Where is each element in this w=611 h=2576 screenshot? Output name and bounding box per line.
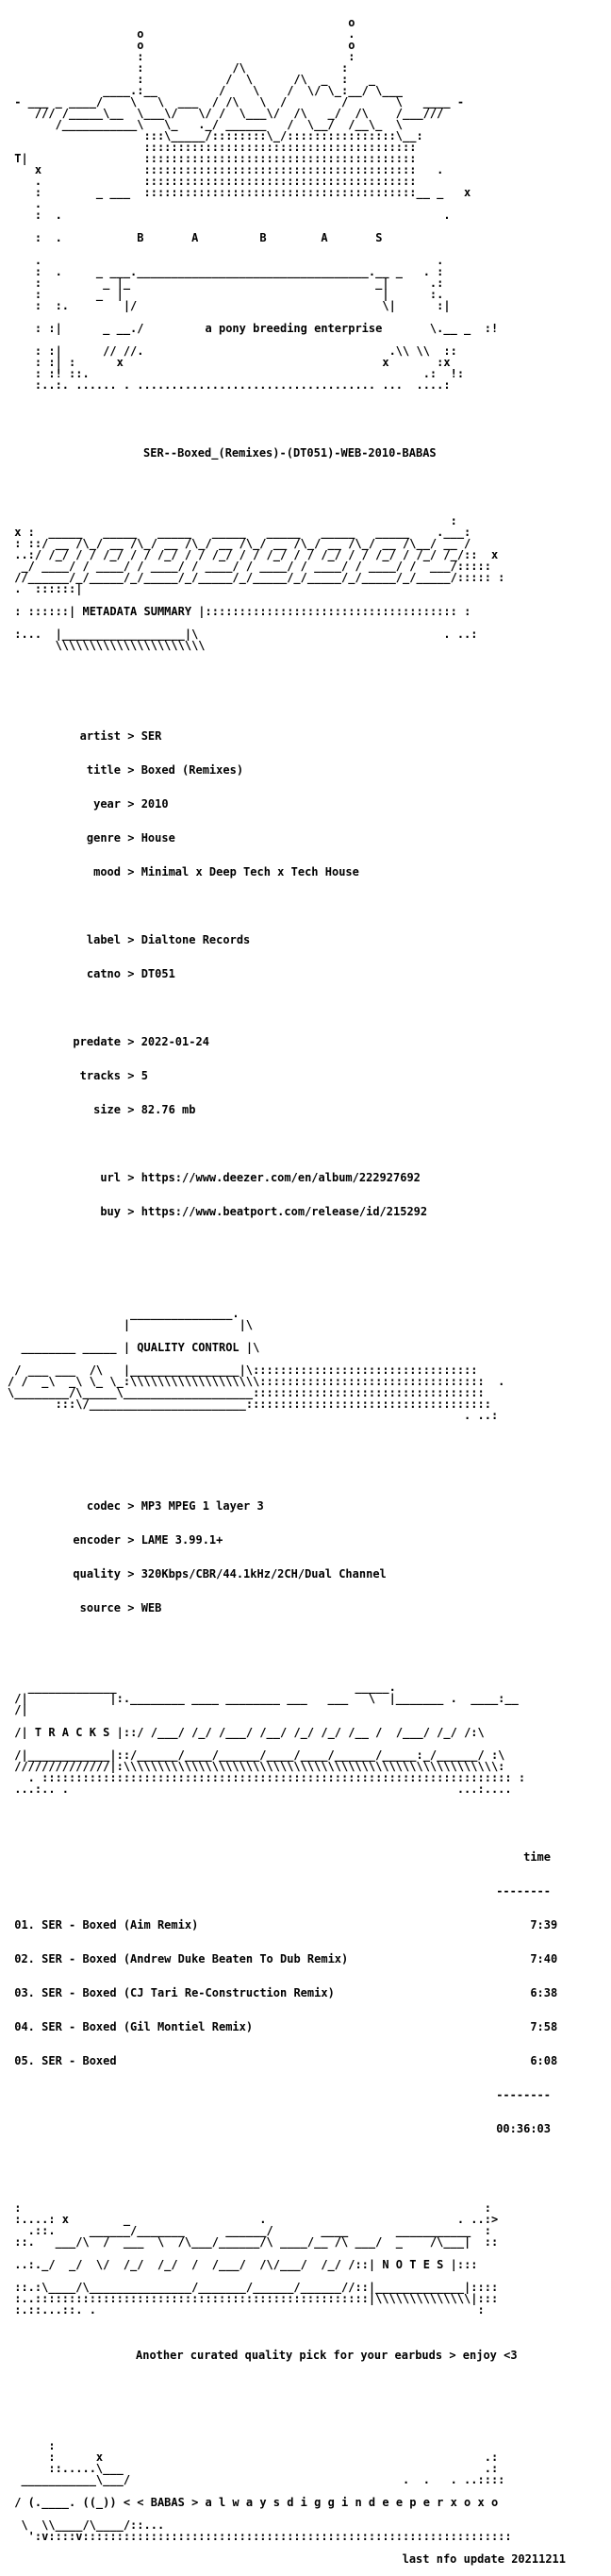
track-row [8, 2021, 603, 2032]
logo-letter: S [375, 231, 383, 244]
track-title: 02. SER - Boxed (Andrew Duke Beaten To Dub Remix) [14, 1952, 349, 1965]
track-row [8, 1919, 603, 1931]
metadata-section-title: METADATA SUMMARY [82, 605, 192, 618]
logo-base-art: : :| // //. .\\ \\ :: : :| : x x :x : :! ::. .: !: :..:. ...... . ................................... ... ....: [34, 344, 465, 392]
metadata-key: mood [93, 865, 121, 878]
logo-letter: B [259, 231, 267, 244]
quality-value: 320Kbps/CBR/44.1kHz/2CH/Dual Channel [140, 1567, 387, 1581]
quality-row: source > WEB [8, 1602, 603, 1614]
quality-value: WEB [140, 1601, 162, 1614]
quality-footer-art: / ___ ___ /\ |________________|\::::::::::::::::::::::::::::::::: / / _\ _\ \_ \_:\\\\\\\\\\\\\\\\\\\::::::::::::::::::::::::::::::::: . \________/\_____\___________________:::::::::::::::::::::::::::::::::: :::\/_______________________:::::::::::::::::::::::::::::::::::: . ..: [8, 1363, 505, 1422]
footer-bottom-art: \ \\____/\____/::... ':v::::v::::::::::::::::::::::::::::::::::::::::::::::::::::::::::::::: [21, 2518, 512, 2543]
metadata-value: 82.76 mb [140, 1103, 196, 1116]
metadata-value: 2010 [140, 797, 169, 811]
tracks-section-row: /| T R A C K S |::/ /___/ /_/ /___/ /__/ /_/ /_/ /__ / /___/ /_/ /:\ [8, 1726, 485, 1739]
metadata-key: tracks [79, 1069, 121, 1082]
notes-section-title: N O T E S [382, 2258, 444, 2271]
notes-footer-art: ::.:\____/\_______________/_______/______/______//::|_____________|:::: :..:::::::::::::::::::::::::::::::::::::::::::::::::|\\\\\\\\\\\\\\|::: :.::...::. . : [14, 2281, 499, 2317]
track-row [8, 1987, 603, 1999]
metadata-key: predate [73, 1035, 121, 1048]
tracklist [8, 1829, 603, 2146]
metadata-row: url > https://www.deezer.com/en/album/222927692 [8, 1172, 603, 1183]
metadata-row: genre > House [8, 832, 603, 844]
logo-letter: A [321, 231, 328, 244]
tracklist-header-row [8, 1851, 603, 1863]
metadata-row: label > Dialtone Records [8, 934, 603, 945]
metadata-row: size > 82.76 mb [8, 1104, 603, 1115]
metadata-row: artist > SER [8, 730, 603, 742]
metadata-value: 2022-01-24 [140, 1035, 209, 1048]
metadata-value: Minimal x Deep Tech x Tech House [140, 865, 359, 878]
metadata-value: Boxed (Remixes) [140, 763, 244, 777]
track-title: 04. SER - Boxed (Gil Montiel Remix) [14, 2020, 254, 2033]
tracks-footer-art: /|____________|::/______/____/______/____/____/______/_____:_/______/ :\ //////////////|:\\\\\\\\\\\\\\\\\\\\\\\\\\\\\\\\\\\\\\\\\\\\\\\\\\\\\\\: . ::::::::::::::::::::::::::::::::::::::::::::::::::::::::::::::::::::: : ...:.. . ...:.... [14, 1748, 526, 1796]
metadata-value: 5 [140, 1069, 148, 1082]
metadata-value: House [140, 831, 175, 845]
metadata-key: artist [79, 729, 121, 743]
metadata-section-row: : ::::::| METADATA SUMMARY |::::::::::::::::::::::::::::::::::::: : [8, 605, 471, 618]
logo-tagline: a pony breeding enterprise [205, 322, 383, 335]
metadata-list [8, 708, 603, 1229]
track-title: 03. SER - Boxed (CJ Tari Re-Construction Remix) [14, 1986, 335, 1999]
notes-header-art: : : :....: x _ . . ..:> .::. ______/_______ ______/ ____ ___________ : ::. ___/\ / ___ \ /\___/______/\ ____/__ /\ ___/ _ /\___| :: [14, 2201, 499, 2249]
track-title: 05. SER - Boxed [14, 2054, 117, 2067]
footer-art: : : x .: ::.....\___ .: ___________\___/ . . . ..:::: [21, 2439, 505, 2486]
logo-letter: A [191, 231, 199, 244]
metadata-url-link[interactable]: https://www.deezer.com/en/album/222927692 [140, 1171, 421, 1184]
track-row [8, 1953, 603, 1965]
last-update: last nfo update 20211211 [402, 2552, 566, 2566]
quality-row: encoder > LAME 3.99.1+ [8, 1534, 603, 1546]
metadata-row: year > 2010 [8, 798, 603, 810]
babas-logo-art: o o . o o : : : /\ : : / \ /\ _ : _ ____.:__ / \ / \/ \_:__/ \___ - ___ _ ____/ \ \ ___ / /\ \ / / \ ____ - /// /_____\__ \___\/ \/ / \___\/ /\ _/ /\ /___/// /___________\ \_ ._/ ______ / \__/ /__\_ \ :::\_____/::::::::\_/::::::::::::::::\__: :::::::::::::::::::::::::::::::::::::::: T| :::::::::::::::::::::::::::::::::::::::: x :::::::::::::::::::::::::::::::::::::::: . . :::::::::::::::::::::::::::::::::::::::: : _ ___ ::::::::::::::::::::::::::::::::::::::::__ _ x . : . . [14, 16, 471, 222]
tracks-section-title: T R A C K S [34, 1726, 110, 1739]
logo-letters-row: : . B A B A S [8, 231, 383, 244]
tagline-row: : :| _ __./ a pony breeding enterprise \.__ _ :! [8, 322, 499, 335]
track-time: 7:39 [530, 1918, 558, 1932]
quality-value: LAME 3.99.1+ [140, 1533, 223, 1547]
track-title: 01. SER - Boxed (Aim Remix) [14, 1918, 199, 1932]
tracklist-total-row [8, 2123, 603, 2134]
nfo-document [8, 6, 603, 2576]
quality-key: codec [86, 1499, 121, 1513]
logo-letter: B [137, 231, 144, 244]
metadata-row: buy > https://www.beatport.com/release/id/215292 [8, 1206, 603, 1217]
release-name: SER--Boxed_(Remixes)-(DT051)-WEB-2010-BABAS [143, 446, 437, 460]
metadata-key: label [86, 933, 121, 946]
tracks-header-art: _____________ _____. /| |:.________ ____ ________ ___ ___ \ |_______ . ____:__ /| [14, 1681, 519, 1716]
logo-frame-art: . . : . _ ___.__________________________________.__ _ . : : _ |_ _| .: : _ | | :. : :. |/ \| :| [34, 254, 451, 312]
metadata-value: SER [140, 729, 162, 743]
quality-list [8, 1478, 603, 1625]
track-time: 7:58 [530, 2020, 558, 2033]
total-time: 00:36:03 [496, 2122, 551, 2135]
metadata-row: mood > Minimal x Deep Tech x Tech House [8, 866, 603, 878]
metadata-row: title > Boxed (Remixes) [8, 764, 603, 776]
quality-row: codec > MP3 MPEG 1 layer 3 [8, 1500, 603, 1512]
metadata-key: genre [86, 831, 121, 845]
track-time: 7:40 [530, 1952, 558, 1965]
quality-key: quality [73, 1567, 121, 1581]
metadata-header-art: : x : _____ _____ _____ _____ _____ _____ _____ .___: : ::/ __ /\_/ __ /\_/ __ /\_/ __ /\_/ __ /\_/ __ /\_/ __ /\__/ __ / ..:/ /_/ / / /_/ / / /_/ / / /_/ / / /_/ / / /_/ / / /_/ / /_/ /_/:: x _/ ____/ / ____/ / ____/ / ____/ / ____/ / ____/ / ____/ / ___/::::: //______/_/_____/_/_____/_/_____/_/_____/_/_____/_/_____/_/_____/::::: : . ::::::| [14, 514, 505, 595]
quality-row: quality > 320Kbps/CBR/44.1kHz/2CH/Dual Channel [8, 1568, 603, 1580]
quality-value: MP3 MPEG 1 layer 3 [140, 1499, 264, 1513]
tracklist-divider: -------- [496, 1884, 551, 1898]
quality-section-row: ________ _____ | QUALITY CONTROL |\ [8, 1341, 260, 1354]
metadata-key: catno [86, 967, 121, 980]
metadata-key: url [100, 1171, 121, 1184]
time-column-header: time [523, 1850, 551, 1864]
metadata-buy-link[interactable]: https://www.beatport.com/release/id/215292 [140, 1205, 428, 1218]
quality-key: encoder [73, 1533, 121, 1547]
metadata-key: size [93, 1103, 121, 1116]
footer-signature: < < BABAS > a l w a y s d i g g i n d e e p e r x o x o [123, 2496, 499, 2509]
track-time: 6:08 [530, 2054, 558, 2067]
metadata-footer-art: :... |__________________|\ . ..: \\\\\\\\\\\\\\\\\\\\\\ [14, 627, 478, 652]
quality-section-title: QUALITY CONTROL [137, 1341, 239, 1354]
metadata-row: catno > DT051 [8, 968, 603, 979]
metadata-row: predate > 2022-01-24 [8, 1036, 603, 1047]
metadata-value: Dialtone Records [140, 933, 251, 946]
footer-signature-row: / (.____. ((_)) < < BABAS > a l w a y s d i g g i n d e e p e r x o x o [8, 2496, 499, 2509]
quality-key: source [79, 1601, 121, 1614]
metadata-key: buy [100, 1205, 121, 1218]
notes-section-row: ..:._/ _/ \/ /_/ /_/ / /___/ /\/___/ /_/ /::| N O T E S |::: [8, 2258, 478, 2271]
metadata-key: year [93, 797, 121, 811]
metadata-row: tracks > 5 [8, 1070, 603, 1081]
quality-header-art: _______________. | |\ [123, 1307, 254, 1331]
metadata-value: DT051 [140, 967, 175, 980]
track-row [8, 2055, 603, 2066]
metadata-key: title [86, 763, 121, 777]
track-time: 6:38 [530, 1986, 558, 1999]
notes-text: Another curated quality pick for your earbuds > enjoy <3 [136, 2349, 518, 2362]
tracklist-divider: -------- [496, 2088, 551, 2101]
